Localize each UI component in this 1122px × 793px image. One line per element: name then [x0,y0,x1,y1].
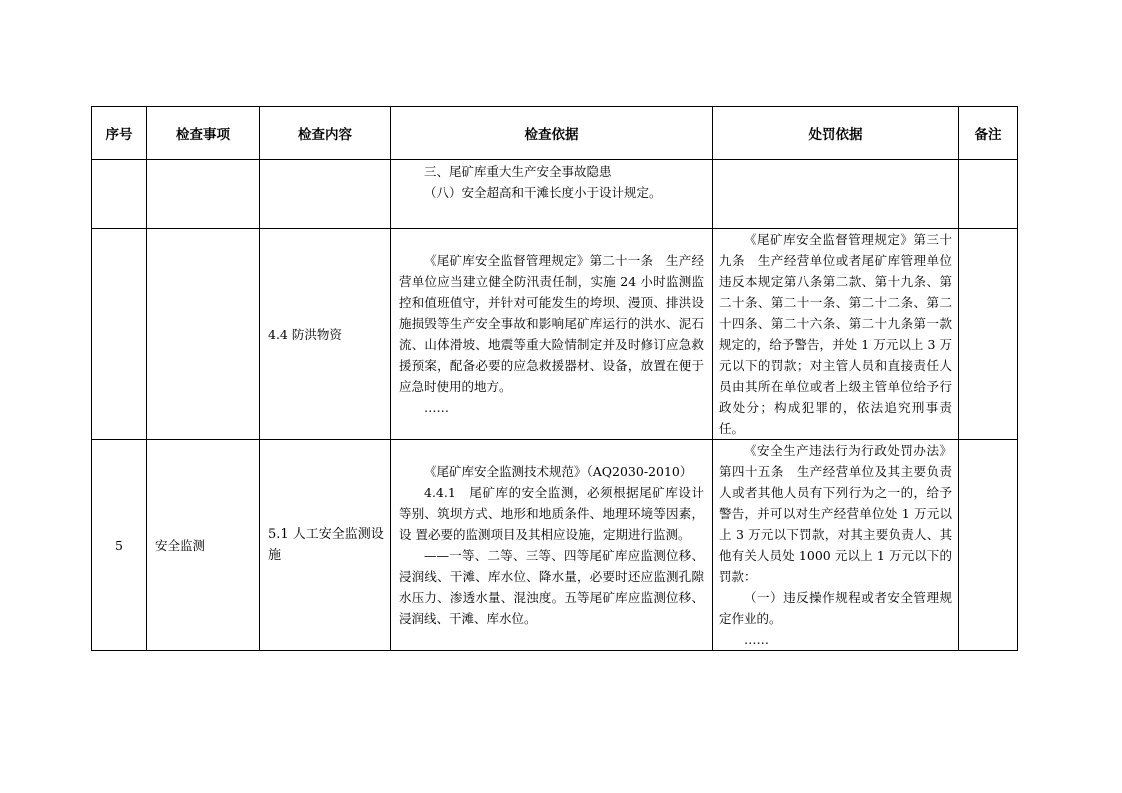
remarks-cell [959,160,1018,229]
table-header-row [92,107,1018,160]
content-cell: 4.4 防洪物资 [260,229,391,440]
basis-cell [391,160,713,229]
penalty-cell [713,440,959,651]
header-content: 检查内容 [260,107,391,160]
table-row [92,440,1018,651]
content-cell: 5.1 人工安全监测设施 [260,440,391,651]
item-cell [147,160,260,229]
header-penalty: 处罚依据 [713,107,959,160]
basis-cell [391,440,713,651]
penalty-ellipsis: …… [744,632,769,647]
remarks-cell [959,440,1018,651]
remarks-cell [959,229,1018,440]
basis-cell [391,229,713,440]
basis-paragraph: 4.4.1 尾矿库的安全监测，必须根据尾矿库设计等别、筑坝方式、地形和地质条件、地理环境等因素，设 置必要的监测项目及其相应设施，定期进行监测。 [399,485,704,542]
basis-paragraph: 《尾矿库安全监测技术规范》（AQ2030-2010） [424,464,693,479]
basis-paragraph: （八）安全超高和干滩长度小于设计规定。 [424,185,662,200]
seq-cell: 5 [92,440,147,651]
table-row [92,160,1018,229]
table-row [92,229,1018,440]
basis-paragraph: ——一等、二等、三等、四等尾矿库应监测位移、浸润线、干滩、库水位、降水量，必要时还应监测孔隙水压力、渗透水量、混浊度。五等尾矿库应监测位移、浸润线、干滩、库水位。 [399,548,704,626]
header-seq: 序号 [92,107,147,160]
basis-paragraph: 三、尾矿库重大生产安全事故隐患 [424,164,612,179]
item-cell: 安全监测 [147,440,260,651]
basis-ellipsis: …… [424,400,449,415]
penalty-paragraph: 《安全生产违法行为行政处罚办法》第四十五条 生产经营单位及其主要负责人或者其他人员有下列行为之一的，给予警告，并可以对生产经营单位处 1 万元以上 3 万元以下罚款，对其主要负责人、其他有关人员处 1000 元以上 1 万元以下的罚款： [719,443,952,584]
seq-cell [92,229,147,440]
seq-cell [92,160,147,229]
penalty-cell [713,160,959,229]
penalty-paragraph: （一）违反操作规程或者安全管理规定作业的。 [719,590,952,626]
basis-paragraph: 《尾矿库安全监督管理规定》第二十一条 生产经营单位应当建立健全防汛责任制，实施 24 小时监测监控和值班值守，并针对可能发生的垮坝、漫顶、排洪设施损毁等生产安全事故和影响尾矿库运行的洪水、泥石流、山体滑坡、地震等重大险情制定并及时修订应急救援预案，配备必要的应急救援器材、设备，放置在便于应急时使用的地方。 [399,253,704,394]
penalty-paragraph: 《尾矿库安全监督管理规定》第三十九条 生产经营单位或者尾矿库管理单位违反本规定第八条第二款、第十九条、第二十条、第二十一条、第二十二条、第二十四条、第二十六条、第二十九条第一款规定的，给予警告，并处 1 万元以上 3 万元以下的罚款；对主管人员和直接责任人员由其所在单位或者上级主管单位给予行政处分；构成犯罪的，依法追究刑事责任。 [719,232,952,436]
content-cell [260,160,391,229]
header-basis: 检查依据 [391,107,713,160]
inspection-table [91,106,1018,651]
penalty-cell [713,229,959,440]
header-item: 检查事项 [147,107,260,160]
item-cell [147,229,260,440]
header-remarks: 备注 [959,107,1018,160]
